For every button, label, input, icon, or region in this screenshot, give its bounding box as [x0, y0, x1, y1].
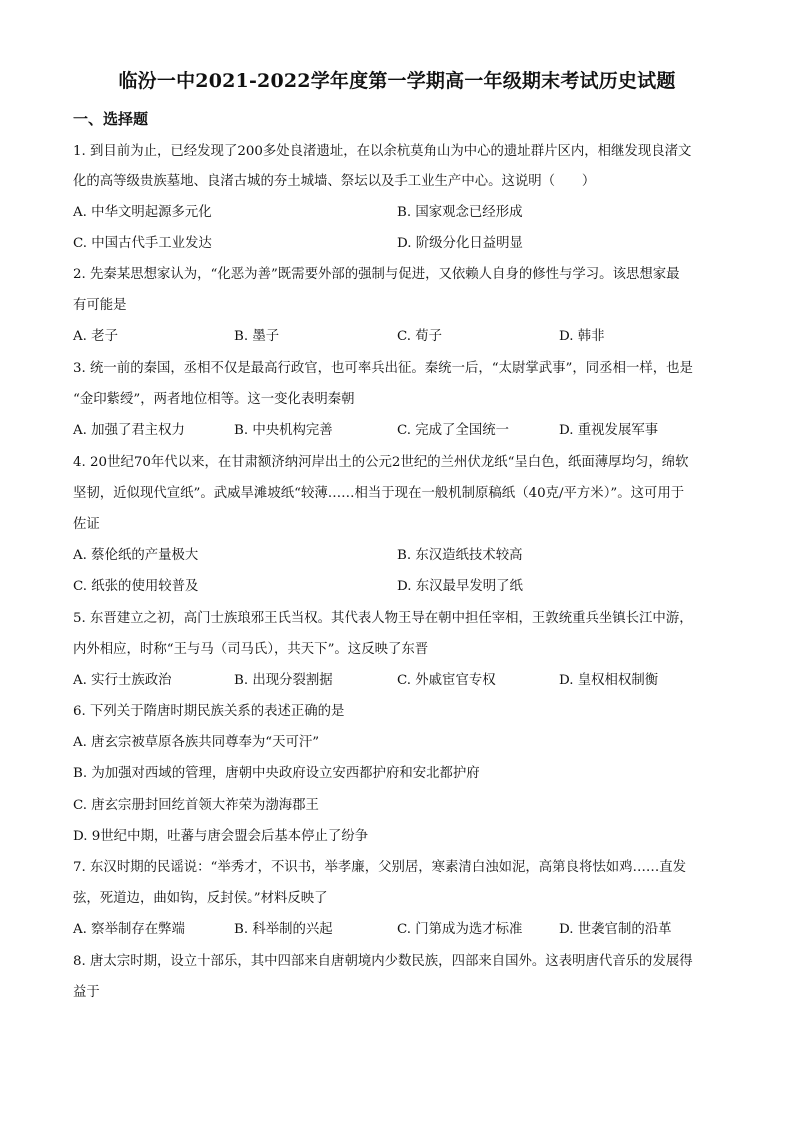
question-4-line-2: 坚韧，近似现代宣纸”。武威旱滩坡纸“较薄……相当于现在一般机制原稿纸（40克/平方米）”。这可用于: [73, 486, 685, 501]
question-1-option-a: A. 中华文明起源多元化: [73, 205, 212, 220]
question-7-option-a: A. 察举制存在弊端: [73, 922, 185, 937]
question-4-option-d: D. 东汉最早发明了纸: [397, 579, 523, 594]
question-2-option-d: D. 韩非: [559, 329, 605, 344]
question-2-line-2: 有可能是: [73, 298, 127, 313]
question-7-line-1: 7. 东汉时期的民谣说：“举秀才，不识书，举孝廉，父别居，寒素清白浊如泥，高第良将怯如鸡……直发: [73, 860, 687, 875]
question-2-option-b: B. 墨子: [234, 329, 280, 344]
question-6-option-b: B. 为加强对西域的管理，唐朝中央政府设立安西都护府和安北都护府: [73, 766, 480, 781]
question-3-option-c: C. 完成了全国统一: [397, 423, 510, 438]
question-5-line-2: 内外相应，时称“王与马（司马氏），共天下”。这反映了东晋: [73, 642, 429, 657]
question-6-option-a: A. 唐玄宗被草原各族共同尊奉为“天可汗”: [73, 735, 320, 750]
question-8-line-1: 8. 唐太宗时期，设立十部乐，其中四部来自唐朝境内少数民族，四部来自国外。这表明唐代音乐的发展得: [73, 954, 693, 969]
question-2-option-a: A. 老子: [73, 329, 118, 344]
question-1-option-d: D. 阶级分化日益明显: [397, 236, 523, 251]
question-4-line-3: 佐证: [73, 517, 100, 532]
question-2-option-c: C. 荀子: [397, 329, 443, 344]
question-3-option-d: D. 重视发展军事: [559, 423, 659, 438]
question-4-option-c: C. 纸张的使用较普及: [73, 579, 199, 594]
question-7-option-d: D. 世袭官制的沿革: [559, 922, 672, 937]
question-6-option-d: D. 9世纪中期，吐蕃与唐会盟会后基本停止了纷争: [73, 829, 369, 844]
question-3-line-2: “金印紫绶”，两者地位相等。这一变化表明秦朝: [73, 392, 355, 407]
question-5-option-b: B. 出现分裂割据: [234, 673, 333, 688]
question-7-option-b: B. 科举制的兴起: [234, 922, 333, 937]
question-1-option-b: B. 国家观念已经形成: [397, 205, 523, 220]
question-5-option-c: C. 外戚宦官专权: [397, 673, 496, 688]
question-4-line-1: 4. 20世纪70年代以来，在甘肃额济纳河岸出土的公元2世纪的兰州伏龙纸“呈白色，纸面薄厚均匀，绵软: [73, 455, 689, 470]
question-5-option-d: D. 皇权相权制衡: [559, 673, 659, 688]
question-6-option-c: C. 唐玄宗册封回纥首领大祚荣为渤海郡王: [73, 798, 319, 813]
question-2-line-1: 2. 先秦某思想家认为，“化恶为善”既需要外部的强制与促进，又依赖人自身的修性与学习。该思想家最: [73, 267, 680, 282]
question-1-line-2: 化的高等级贵族墓地、良渚古城的夯土城墙、祭坛以及手工业生产中心。这说明（ ）: [73, 174, 596, 189]
question-4-option-a: A. 蔡伦纸的产量极大: [73, 548, 199, 563]
question-4-option-b: B. 东汉造纸技术较高: [397, 548, 523, 563]
question-5-option-a: A. 实行士族政治: [73, 673, 172, 688]
question-3-option-a: A. 加强了君主权力: [73, 423, 185, 438]
question-6-line-1: 6. 下列关于隋唐时期民族关系的表述正确的是: [73, 704, 345, 719]
question-1-option-c: C. 中国古代手工业发达: [73, 236, 212, 251]
page-title: 临汾一中2021-2022学年度第一学期高一年级期末考试历史试题: [118, 70, 676, 92]
question-3-line-1: 3. 统一前的秦国，丞相不仅是最高行政官，也可率兵出征。秦统一后，“太尉掌武事”，同丞相一样，也是: [73, 361, 693, 376]
question-7-option-c: C. 门第成为选才标准: [397, 922, 523, 937]
question-8-line-2: 益于: [73, 985, 100, 1000]
question-7-line-2: 弦，死道边，曲如钩，反封侯。”材料反映了: [73, 891, 328, 906]
question-1-line-1: 1. 到目前为止，已经发现了200多处良渚遗址，在以余杭莫角山为中心的遗址群片区内，相继发现良渚文: [73, 144, 692, 159]
section-heading: 一、选择题: [73, 110, 149, 128]
question-3-option-b: B. 中央机构完善: [234, 423, 333, 438]
question-5-line-1: 5. 东晋建立之初，高门士族琅邪王氏当权。其代表人物王导在朝中担任宰相，王敦统重兵坐镇长江中游，: [73, 611, 693, 626]
